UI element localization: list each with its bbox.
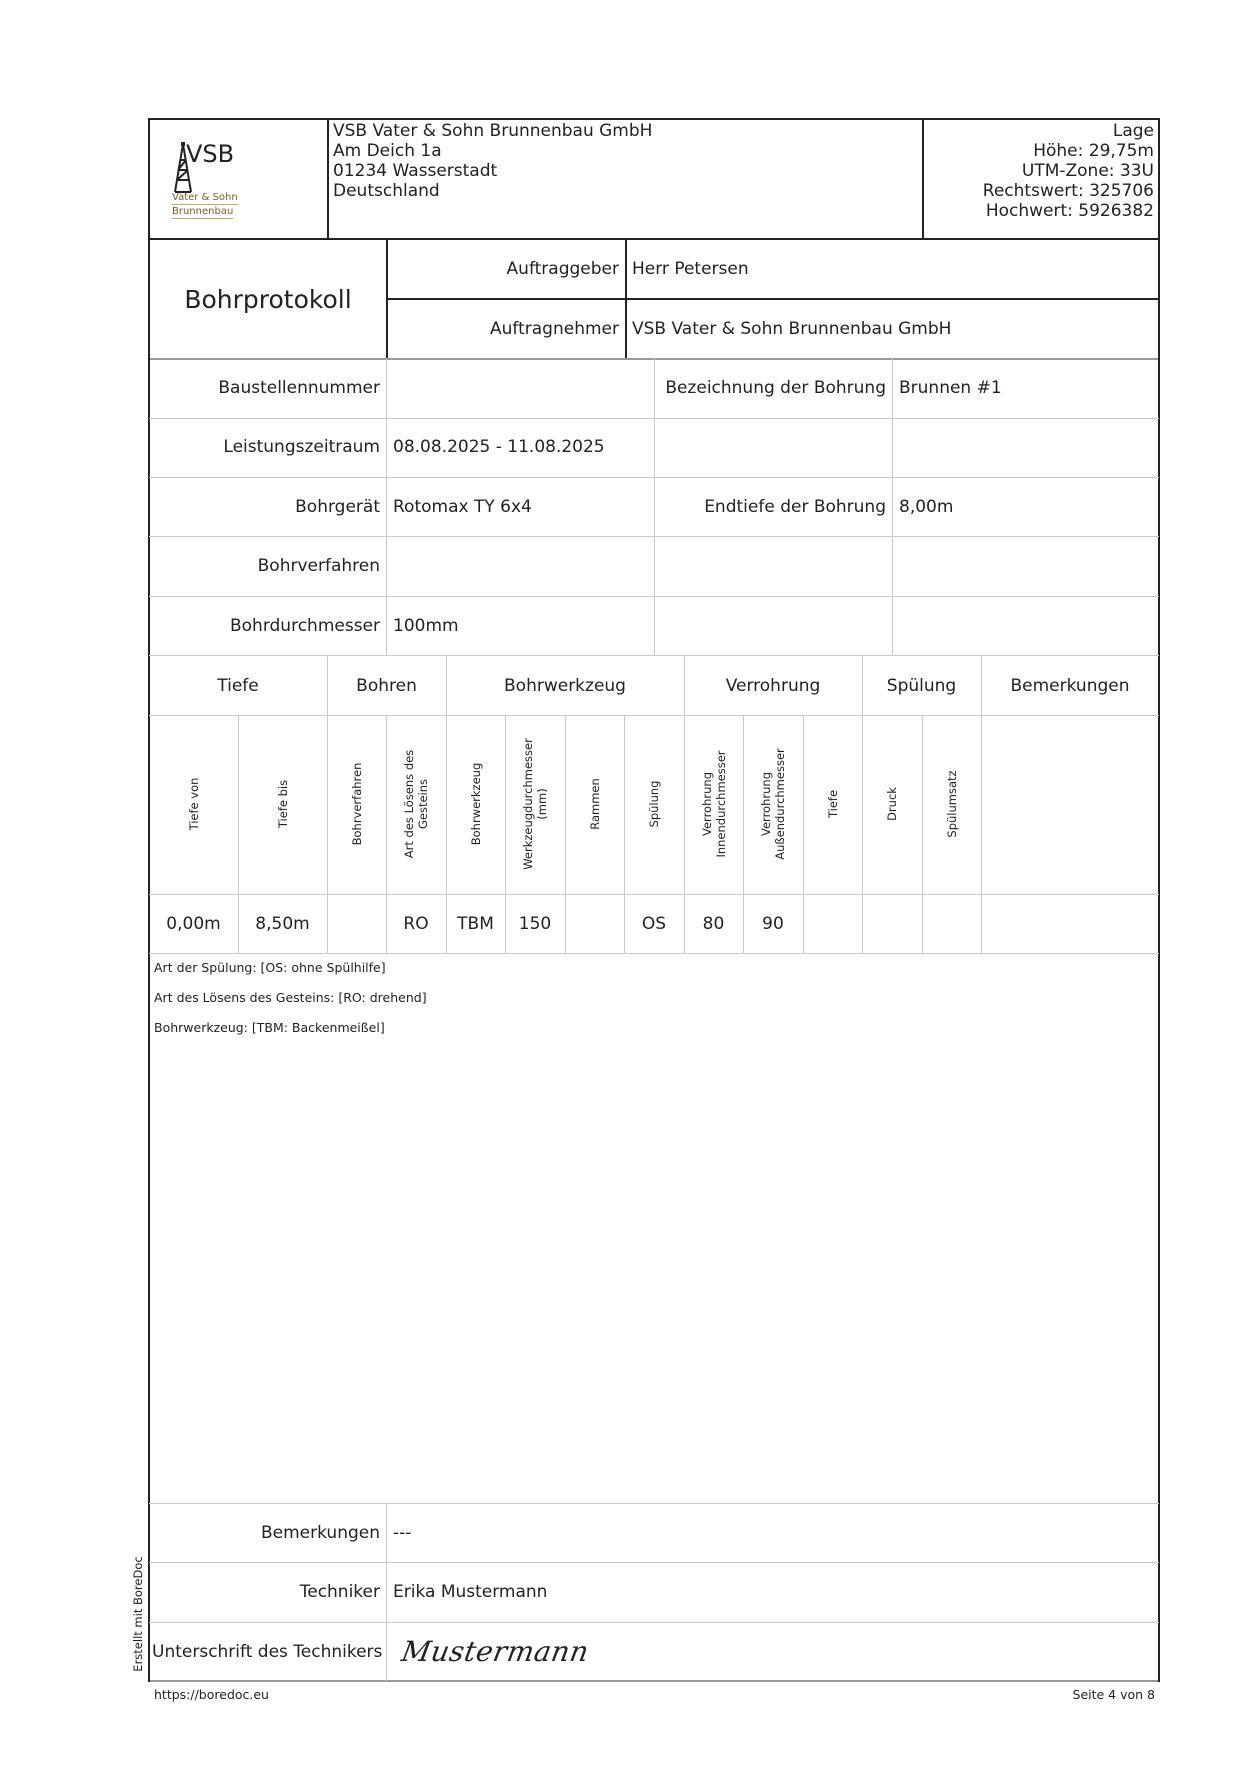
client-value: Herr Petersen bbox=[632, 259, 749, 279]
logo-subtitle-2: Brunnenbau bbox=[172, 206, 234, 217]
address-line: VSB Vater & Sohn Brunnenbau GmbH bbox=[333, 121, 653, 141]
legend-line: Art des Lösens des Gesteins: [RO: drehend] bbox=[154, 990, 427, 1005]
page-number: Seite 4 von 8 bbox=[1072, 1687, 1155, 1702]
column-header: Bohrverfahren bbox=[350, 762, 364, 846]
table-cell: RO bbox=[403, 914, 429, 934]
address-line: Am Deich 1a bbox=[333, 141, 442, 161]
side-note: Erstellt mit BoreDoc bbox=[131, 1556, 145, 1672]
location-title: Lage bbox=[1112, 121, 1154, 141]
address-line: 01234 Wasserstadt bbox=[333, 161, 498, 181]
column-header: Tiefe bis bbox=[276, 779, 290, 829]
column-header: Rammen bbox=[588, 778, 602, 830]
column-header: Druck bbox=[885, 787, 899, 821]
column-header: Verrohrung Innendurchmesser bbox=[700, 750, 728, 858]
contractor-value: VSB Vater & Sohn Brunnenbau GmbH bbox=[632, 319, 952, 339]
location-line: Höhe: 29,75m bbox=[1033, 141, 1154, 161]
footer-url[interactable]: https://boredoc.eu bbox=[154, 1687, 269, 1702]
company-address bbox=[333, 121, 652, 201]
borehole-name-label: Bezeichnung der Bohrung bbox=[665, 378, 886, 398]
company-logo bbox=[168, 138, 268, 222]
rig-value: Rotomax TY 6x4 bbox=[393, 497, 532, 517]
location-line: UTM-Zone: 33U bbox=[1021, 161, 1154, 181]
table-cell: 8,50m bbox=[255, 914, 310, 934]
logo-text: VSB bbox=[186, 140, 235, 168]
group-header-drilling: Bohren bbox=[356, 676, 417, 696]
site-number-label: Baustellennummer bbox=[218, 378, 380, 398]
table-cell: 150 bbox=[518, 914, 552, 934]
table-cell: 90 bbox=[762, 914, 784, 934]
period-value: 08.08.2025 - 11.08.2025 bbox=[393, 437, 605, 457]
table-cell: 0,00m bbox=[166, 914, 221, 934]
final-depth-value: 8,00m bbox=[899, 497, 954, 517]
diameter-value: 100mm bbox=[393, 616, 459, 636]
location-line: Hochwert: 5926382 bbox=[985, 201, 1154, 221]
rig-label: Bohrgerät bbox=[295, 497, 380, 517]
period-label: Leistungszeitraum bbox=[223, 437, 380, 457]
location-block bbox=[930, 121, 1154, 221]
address-line: Deutschland bbox=[333, 181, 440, 201]
group-header-tool: Bohrwerkzeug bbox=[504, 676, 626, 696]
table-cell: OS bbox=[641, 914, 667, 934]
technician-signature: Mustermann bbox=[399, 1635, 592, 1668]
table-cell: TBM bbox=[457, 914, 494, 934]
signature-label: Unterschrift des Technikers bbox=[152, 1642, 383, 1662]
group-header-depth: Tiefe bbox=[217, 676, 259, 696]
legend-line: Art der Spülung: [OS: ohne Spülhilfe] bbox=[154, 960, 386, 975]
legend-line: Bohrwerkzeug: [TBM: Backenmeißel] bbox=[154, 1020, 385, 1035]
final-depth-label: Endtiefe der Bohrung bbox=[704, 497, 886, 517]
column-header: Tiefe bbox=[826, 789, 840, 819]
method-label: Bohrverfahren bbox=[257, 556, 380, 576]
client-label: Auftraggeber bbox=[506, 259, 619, 279]
location-line: Rechtswert: 325706 bbox=[982, 181, 1154, 201]
column-header: Tiefe von bbox=[187, 777, 201, 831]
technician-label: Techniker bbox=[299, 1582, 380, 1602]
technician-value: Erika Mustermann bbox=[393, 1582, 548, 1602]
remarks-value: --- bbox=[393, 1523, 412, 1543]
borehole-name-value: Brunnen #1 bbox=[899, 378, 1002, 398]
group-header-remarks: Bemerkungen bbox=[1010, 676, 1130, 696]
remarks-label: Bemerkungen bbox=[260, 1523, 380, 1543]
column-header: Bohrwerkzeug bbox=[469, 762, 483, 846]
contractor-label: Auftragnehmer bbox=[490, 319, 619, 339]
logo-subtitle-1: Vater & Sohn bbox=[172, 192, 238, 203]
column-header: Spülumsatz bbox=[945, 770, 959, 838]
column-header: Art des Lösens des Gesteins bbox=[402, 749, 430, 859]
column-header: Spülung bbox=[647, 780, 661, 828]
column-header: Werkzeugdurchmesser (mm) bbox=[521, 738, 549, 870]
table-cell: 80 bbox=[702, 914, 725, 934]
diameter-label: Bohrdurchmesser bbox=[229, 616, 380, 636]
group-header-casing: Verrohrung bbox=[725, 676, 821, 696]
column-header: Verrohrung Außendurchmesser bbox=[759, 748, 787, 860]
group-header-flushing: Spülung bbox=[886, 676, 957, 696]
page-title: Bohrprotokoll bbox=[184, 285, 352, 314]
